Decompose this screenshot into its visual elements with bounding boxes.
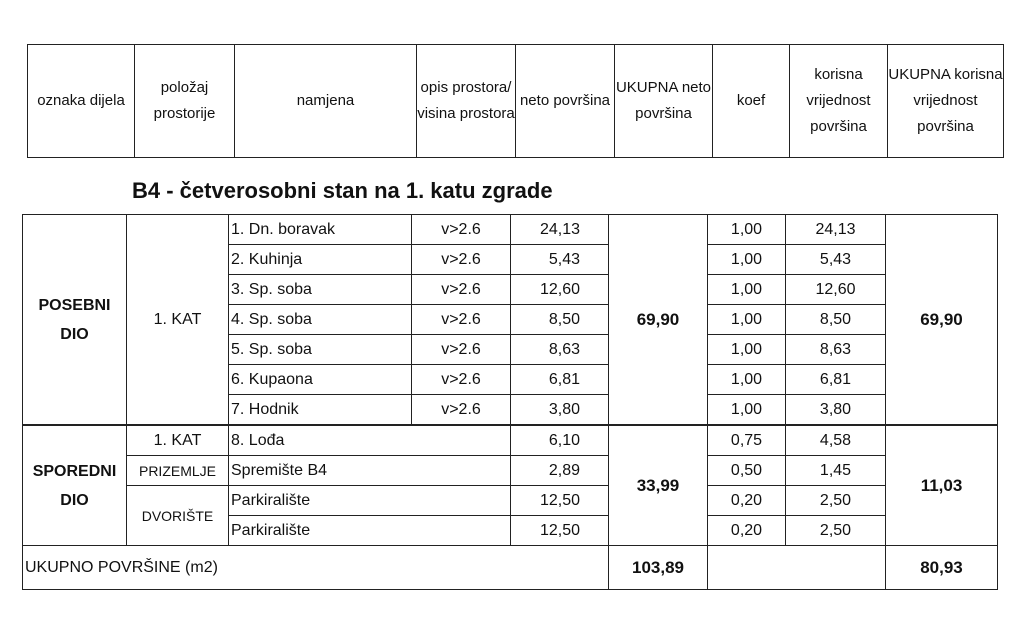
floor-cell: 1. KAT: [127, 215, 229, 426]
posebni-total-korisna: 69,90: [886, 215, 998, 426]
floor-cell: DVORIŠTE: [127, 486, 229, 546]
room-koef: 1,00: [708, 275, 786, 305]
table-row: [23, 215, 998, 245]
header-opis: opis prostora/ visina prostora: [417, 45, 516, 158]
room-name: 4. Sp. soba: [229, 305, 412, 335]
header-oznaka: oznaka dijela: [28, 45, 135, 158]
header-namjena: namjena: [235, 45, 417, 158]
room-koef: 1,00: [708, 215, 786, 245]
header-ukupna-korisna: UKUPNA korisna vrijednost površina: [888, 45, 1004, 158]
header-polozaj: položaj prostorije: [135, 45, 235, 158]
room-korisna: 4,58: [786, 425, 886, 456]
room-korisna: 24,13: [786, 215, 886, 245]
area-table: [22, 214, 998, 590]
room-koef: 1,00: [708, 365, 786, 395]
room-koef: 0,50: [708, 456, 786, 486]
room-koef: 0,20: [708, 516, 786, 546]
section-label-posebni: POSEBNI DIO: [23, 215, 127, 426]
sporedni-total-korisna: 11,03: [886, 425, 998, 546]
floor-cell: 1. KAT: [127, 425, 229, 456]
header-korisna: korisna vrijednost površina: [790, 45, 888, 158]
room-korisna: 5,43: [786, 245, 886, 275]
section-label-sporedni: SPOREDNI DIO: [23, 425, 127, 546]
table-row: [23, 425, 998, 456]
room-neto: 12,50: [511, 516, 609, 546]
room-name: 2. Kuhinja: [229, 245, 412, 275]
header-neto: neto površina: [516, 45, 615, 158]
posebni-total-neto: 69,90: [609, 215, 708, 426]
room-koef: 0,20: [708, 486, 786, 516]
room-height: v>2.6: [412, 365, 511, 395]
sporedni-total-neto: 33,99: [609, 425, 708, 546]
room-name: 3. Sp. soba: [229, 275, 412, 305]
room-height: v>2.6: [412, 245, 511, 275]
room-korisna: 8,50: [786, 305, 886, 335]
room-height: v>2.6: [412, 395, 511, 426]
table-row: [23, 456, 998, 486]
room-neto: 24,13: [511, 215, 609, 245]
room-korisna: 8,63: [786, 335, 886, 365]
total-neto: 103,89: [609, 546, 708, 590]
floor-cell: PRIZEMLJE: [127, 456, 229, 486]
room-koef: 1,00: [708, 305, 786, 335]
room-neto: 3,80: [511, 395, 609, 426]
room-name: Spremište B4: [229, 456, 511, 486]
room-koef: 0,75: [708, 425, 786, 456]
room-neto: 6,10: [511, 425, 609, 456]
room-korisna: 6,81: [786, 365, 886, 395]
room-korisna: 2,50: [786, 486, 886, 516]
room-neto: 8,63: [511, 335, 609, 365]
room-height: v>2.6: [412, 305, 511, 335]
room-koef: 1,00: [708, 395, 786, 426]
total-empty: [708, 546, 886, 590]
room-korisna: 1,45: [786, 456, 886, 486]
room-neto: 12,50: [511, 486, 609, 516]
room-korisna: 12,60: [786, 275, 886, 305]
room-name: 8. Lođa: [229, 425, 511, 456]
header-ukupna-neto: UKUPNA neto površina: [615, 45, 713, 158]
room-neto: 6,81: [511, 365, 609, 395]
apartment-title: B4 - četverosobni stan na 1. katu zgrade: [132, 178, 553, 203]
room-korisna: 3,80: [786, 395, 886, 426]
room-name: 1. Dn. boravak: [229, 215, 412, 245]
room-name: Parkiralište: [229, 486, 511, 516]
total-row: [23, 546, 998, 590]
room-height: v>2.6: [412, 215, 511, 245]
total-korisna: 80,93: [886, 546, 998, 590]
room-neto: 12,60: [511, 275, 609, 305]
room-neto: 2,89: [511, 456, 609, 486]
header-koef: koef: [713, 45, 790, 158]
room-koef: 1,00: [708, 245, 786, 275]
room-korisna: 2,50: [786, 516, 886, 546]
room-koef: 1,00: [708, 335, 786, 365]
room-height: v>2.6: [412, 335, 511, 365]
total-label: UKUPNO POVRŠINE (m2): [23, 546, 609, 590]
room-neto: 5,43: [511, 245, 609, 275]
room-name: 5. Sp. soba: [229, 335, 412, 365]
room-name: 6. Kupaona: [229, 365, 412, 395]
room-name: Parkiralište: [229, 516, 511, 546]
room-neto: 8,50: [511, 305, 609, 335]
header-table: [27, 44, 1004, 158]
room-name: 7. Hodnik: [229, 395, 412, 426]
table-row: [23, 486, 998, 516]
room-height: v>2.6: [412, 275, 511, 305]
